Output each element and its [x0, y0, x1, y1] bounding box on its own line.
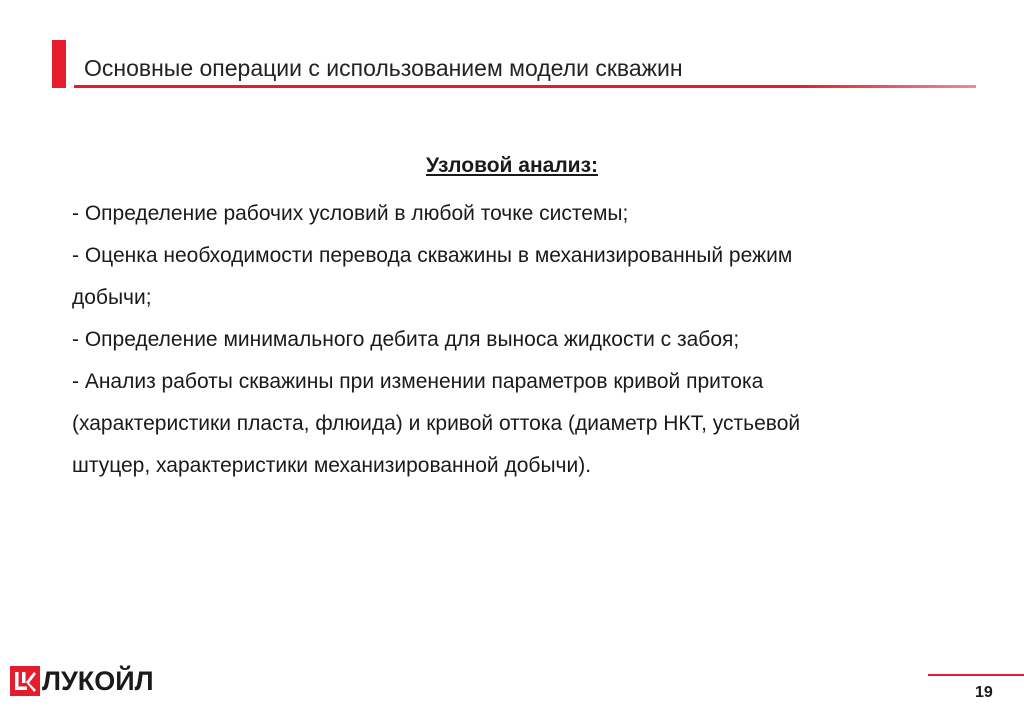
body-line: - Оценка необходимости перевода скважины в механизированный режим	[72, 244, 793, 267]
body-line: добычи;	[72, 286, 152, 309]
section-heading: Узловой анализ:	[426, 154, 598, 177]
lukoil-logo-icon	[10, 666, 40, 696]
body-text	[72, 193, 962, 487]
body-line: - Анализ работы скважины при изменении параметров кривой притока	[72, 370, 764, 393]
company-logo	[10, 664, 154, 698]
body-line: штуцер, характеристики механизированной добычи).	[72, 454, 592, 477]
logo-text: ЛУКОЙЛ	[42, 666, 154, 696]
body-line: (характеристики пласта, флюида) и кривой оттока (диаметр НКТ, устьевой	[72, 412, 801, 435]
body-line: - Определение рабочих условий в любой точке системы;	[72, 202, 629, 225]
page-number: 19	[975, 684, 993, 701]
footer-rule	[928, 674, 1024, 676]
slide-title: Основные операции с использованием модели скважин	[84, 55, 683, 81]
body-line: - Определение минимального дебита для выноса жидкости с забоя;	[72, 328, 740, 351]
title-accent-bar	[52, 40, 66, 88]
title-underline-rule	[74, 85, 976, 88]
